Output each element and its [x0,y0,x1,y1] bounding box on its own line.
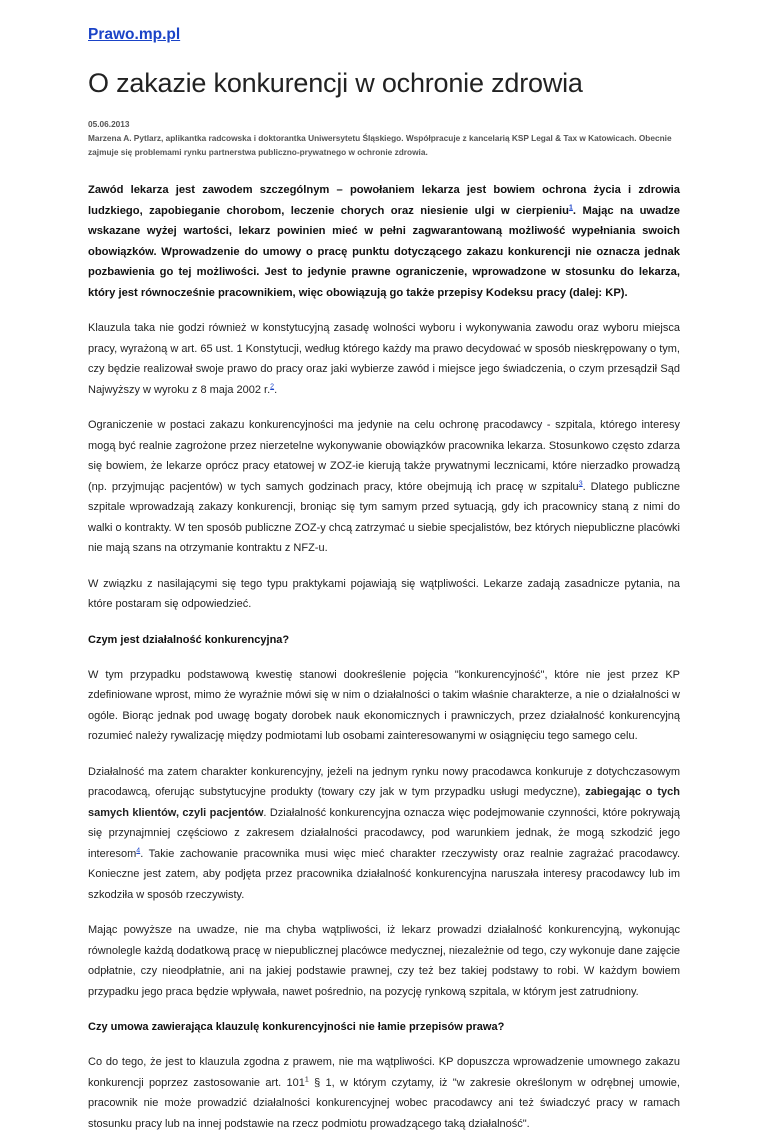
section-heading-1: Czym jest działalność konkurencyjna? [88,633,290,646]
paragraph-2 [88,415,680,559]
paragraph-1 [88,318,680,400]
paragraph-7-text-1: Co do tego, że jest to klauzula zgodna z prawem, nie ma wątpliwości. KP dopuszcza wprowadzenie umownego zakazu konkurencji poprzez zastosowanie art. 101 [88,1056,680,1089]
paragraph-7 [88,1052,680,1134]
article-title: O zakazie konkurencji w ochronie zdrowia [88,68,583,98]
paragraph-4: W tym przypadku podstawową kwestię stanowi dookreślenie pojęcia "konkurencyjność", które nie jest przez KP zdefiniowane wprost, mimo że wyraźnie mówi się w nim o działalności o takim właśnie charakterze, a nie o działalności w ogóle. Biorąc jednak pod uwagę bogaty dorobek nauk ekonomicznych i prawniczych, przez działalność konkurencyjną rozumieć należy rywalizację między podmiotami lub osobami zainteresowanymi w osiągnięciu tego samego celu. [88,668,680,743]
paragraph-5-text-1: Działalność ma zatem charakter konkurencyjny, jeżeli na jednym rynku nowy pracodawca konkuruje z dotychczasowym pracodawcą, oferując substytucyjne produkty (towary czy jak w tym przypadku usługi medyczne), [88,765,680,799]
paragraph-5-text-3: . Takie zachowanie pracownika musi więc mieć charakter rzeczywisty oraz realnie zagrażać pracodawcy. Konieczne jest zatem, aby podjęta przez pracownika działalność konkurencyjna naruszała interesy pracodawcy lub im szkodziła w sposób rzeczywisty. [88,847,680,901]
paragraph-2-text-1: Ograniczenie w postaci zakazu konkurencyjności ma jedynie na celu ochronę pracodawcy - szpitala, którego interesy mogą być realnie zagrożone przez nierzetelne wykonywanie obowiązków pracownika lekarza. Stosunkowo często zdarza się bowiem, że lekarze oprócz pracy etatowej w ZOZ-ie kierują także prywatnymi lecznicami, które nierzadko prowadzą (np. przyjmując pacjentów) w tych samych godzinach pracy, które obejmują ich pracę w szpitalu [88,419,680,493]
lead-paragraph [88,180,680,303]
lead-text-1: Zawód lekarza jest zawodem szczególnym – powołaniem lekarza jest bowiem ochrona życia i zdrowia ludzkiego, zapobieganie chorobom, leczenie chorych oraz niesienie ulgi w cierpieniu [88,184,680,217]
paragraph-7-text-2: § 1, w którym czytamy, iż "w zakresie określonym w odrębnej umowie, pracownik nie może prowadzić działalności konkurencyjnej wobec pracodawcy ani też świadczyć pracy w ramach stosunku pracy lub na innej podstawie na rzecz podmiotu prowadzącego taką działalność". [88,1076,680,1130]
paragraph-5-emphasis: zabiegając o tych samych klientów, czyli pacjentów [88,786,680,819]
paragraph-6: Mając powyższe na uwadze, nie ma chyba wątpliwości, iż lekarz prowadzi działalność konkurencyjną, wykonując równolegle każdą dodatkową pracę w niepublicznej placówce medycznej, niezależnie od tego, czy wykonuje dane zajęcie odpłatnie, czy nieodpłatnie, ani na jakiej podstawie prawnej, czy też bez takiej podstawy to robi. W każdym bowiem przypadku jego praca będzie wpływała, nawet pośrednio, na pozycję rynkową szpitala, w którym jest zatrudniony. [88,924,680,998]
paragraph-2-text-2: . Dlatego publiczne szpitale wprowadzają zakazy konkurencji, broniąc się tym samym przed sytuacją, gdy ich pracownicy staną z nimi do walki o kontrakty. W ten sposób publiczne ZOZ-y chcą zatrzymać u siebie specjalistów, bez których niepubliczne placówki nie mają szans na otrzymanie kontraktu z NFZ-u. [88,480,681,555]
lead-text-2: . Mając na uwadze wskazane wyżej wartości, lekarz powinien mieć w pełni zagwarantowaną możliwość wypełniania swoich obowiązków. Wprowadzenie do umowy o pracę punktu dotyczącego zakazu konkurencji nie oznacza jednak pozbawienia go tej możliwości. Jest to jedynie prawne ograniczenie, wprowadzone w stosunku do lekarza, który jest równocześnie pracownikiem, więc obowiązują go także przepisy Kodeksu pracy (dalej: KP). [88,204,680,299]
footnote-link-3[interactable]: 3 [578,479,583,487]
footnote-link-4[interactable]: 4 [136,846,141,854]
section-heading-2: Czy umowa zawierająca klauzulę konkurencyjności nie łamie przepisów prawa? [88,1021,505,1034]
paragraph-1-end: . [274,383,278,396]
paragraph-3: W związku z nasilającymi się tego typu praktykami pojawiają się wątpliwości. Lekarze zadają zasadnicze pytania, na które postaram się odpowiedzieć. [88,577,680,611]
footnote-link-2[interactable]: 2 [270,382,275,390]
footnote-link-1[interactable]: 1 [569,203,573,211]
author-info: Marzena A. Pytlarz, aplikantka radcowska i doktorantka Uniwersytetu Śląskiego. Współpracuje z kancelarią KSP Legal & Tax w Katowicach. Obecnie zajmuje się problemami rynku partnerstwa publiczno-prywatnego w ochronie zdrowia. [88,133,672,158]
site-link[interactable]: Prawo.mp.pl [88,26,181,43]
article-superscript: 1 [304,1075,309,1083]
article-date: 05.06.2013 [88,119,130,130]
paragraph-1-text: Klauzula taka nie godzi również w konstytucyjną zasadę wolności wyboru i wykonywania zawodu oraz wyboru miejsca pracy, wyrażoną w art. 65 ust. 1 Konstytucji, według którego każdy ma prawo decydować w sposób nieskrępowany o tym, czy będzie realizował swoje prawo do pracy oraz jaki wybierze zawód i miejsce jego świadczenia, o czym przesądził Sąd Najwyższy w wyroku z 8 maja 2002 r. [88,322,680,396]
paragraph-5 [88,762,680,906]
article-meta [88,117,680,159]
paragraph-5-text-2: . Działalność konkurencyjna oznacza więc podejmowanie czynności, które pokrywają się przynajmniej częściowo z zakresem działalności pracodawcy, pod warunkiem jednak, że mogą szkodzić jego interesom [88,806,680,860]
